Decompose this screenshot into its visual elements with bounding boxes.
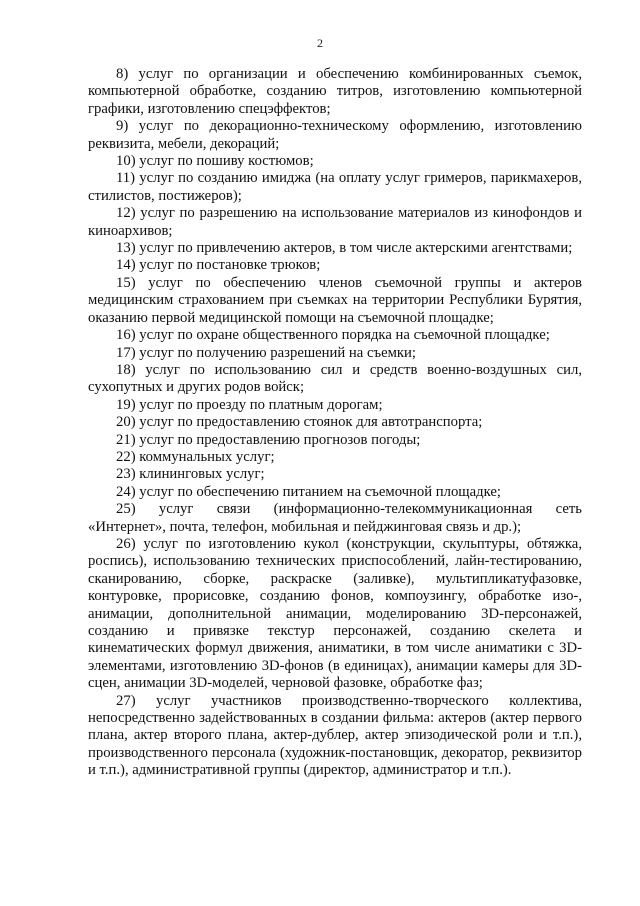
list-item: 17) услуг по получению разрешений на съемки; — [116, 344, 416, 361]
document-body — [88, 66, 582, 780]
list-item: 9) услуг по декорационно-техническому оформлению, изготовлению реквизита, мебели, декораций; — [88, 118, 582, 152]
list-item: 11) услуг по созданию имиджа (на оплату услуг гримеров, парикмахеров, стилистов, постижеров); — [88, 170, 582, 204]
list-item: 13) услуг по привлечению актеров, в том числе актерскими агентствами; — [116, 240, 573, 257]
list-item: 16) услуг по охране общественного порядка на съемочной площадке; — [116, 327, 550, 344]
list-item: 15) услуг по обеспечению членов съемочной группы и актеров медицинским страхованием при съемках на территории Республики Бурятия, оказанию первой медицинской помощи на съемочной площадке; — [88, 274, 582, 326]
list-item: 23) клининговых услуг; — [116, 466, 265, 483]
list-item: 22) коммунальных услуг; — [116, 448, 275, 465]
list-item: 26) услуг по изготовлению кукол (конструкции, скульптуры, обтяжка, роспись), использованию технических приспособлений, лайн-тестированию, сканированию, сборке, раскраске (заливке), мультипликатуфазовке, контуровке, прорисовке, созданию фонов, компоузингу, обработке изо-, анимации, дополнительной анимации, моделированию 3D-персонажей, созданию и привязке текстур персонажей, созданию скелета и кинематических формул движения, аниматики, в том числе аниматики с 3D-элементами, изготовлению 3D-фонов (в единицах), анимации камеры для 3D-сцен, анимации 3D-моделей, черновой фазовке, обработке фаз; — [88, 535, 582, 692]
list-item: 12) услуг по разрешению на использование материалов из кинофондов и киноархивов; — [88, 205, 582, 239]
list-item: 14) услуг по постановке трюков; — [116, 257, 321, 274]
list-item: 24) услуг по обеспечению питанием на съемочной площадке; — [116, 483, 501, 500]
list-item: 10) услуг по пошиву костюмов; — [116, 153, 314, 170]
list-item: 21) услуг по предоставлению прогнозов погоды; — [116, 431, 421, 448]
list-item: 25) услуг связи (информационно-телекоммуникационная сеть «Интернет», почта, телефон, мобильная и пейджинговая связь и др.); — [88, 501, 582, 535]
list-item: 20) услуг по предоставлению стоянок для автотранспорта; — [116, 414, 483, 431]
list-item: 18) услуг по использованию сил и средств военно-воздушных сил, сухопутных и других родов войск; — [88, 361, 582, 396]
list-item: 19) услуг по проезду по платным дорогам; — [116, 396, 383, 413]
list-item: 27) услуг участников производственно-творческого коллектива, непосредственно задействованных в создании фильма: актеров (актер первого плана, актер второго плана, актер-дублер, актер эпизодической роли и т.п.), производственного персонала (художник-постановщик, декоратор, реквизитор и т.п.), административной группы (директор, администратор и т.п.). — [88, 692, 582, 779]
list-item: 8) услуг по организации и обеспечению комбинированных съемок, компьютерной обработке, созданию титров, изготовлению компьютерной графики, изготовлению спецэффектов; — [88, 66, 582, 117]
page-number: 2 — [317, 36, 323, 50]
